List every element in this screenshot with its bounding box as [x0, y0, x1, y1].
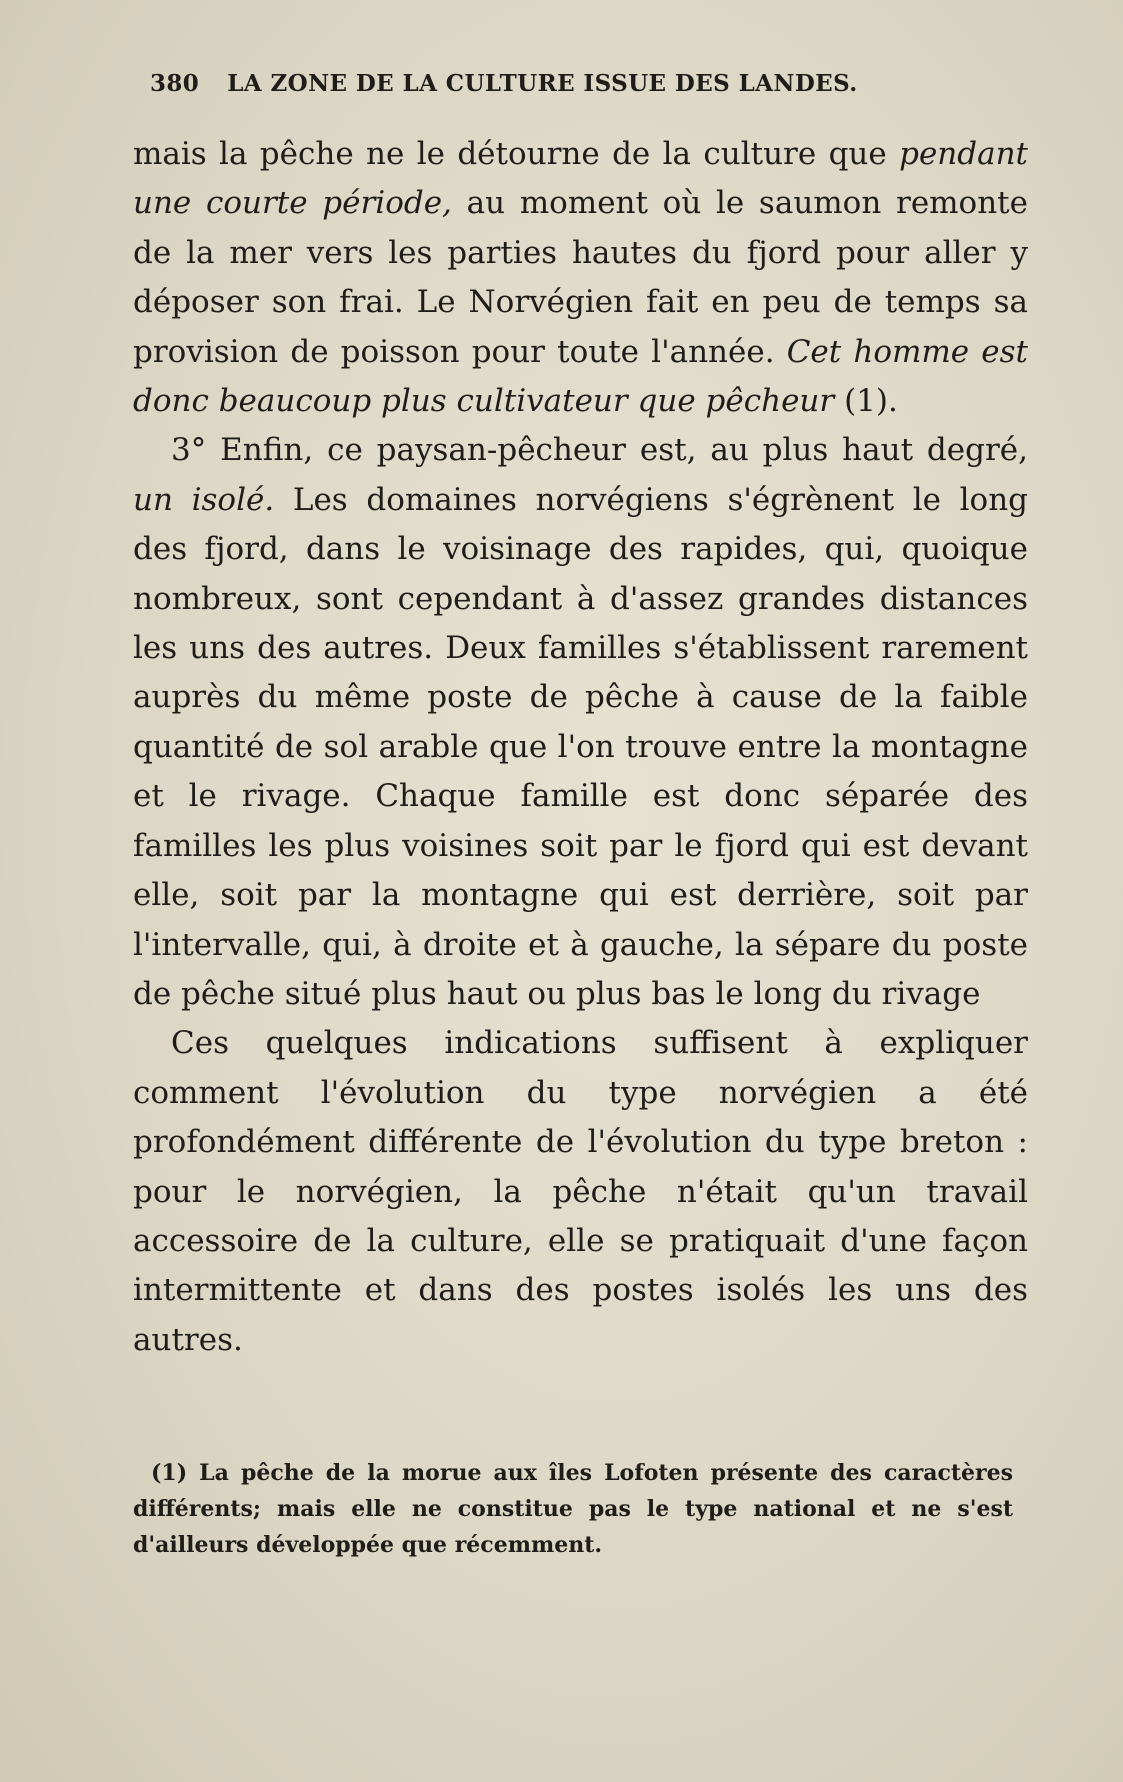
paragraph-1-text-a: mais la pêche ne le détourne de la culture que — [133, 136, 900, 172]
footnote-text: (1) La pêche de la morue aux îles Lofoten présente des caractères différents; mais elle ne constitue pas le type national et ne s'est d'ailleurs développée que récemment. — [133, 1460, 1013, 1558]
paragraph-2 — [133, 426, 1028, 1019]
paragraph-3: Ces quelques indications suffisent à expliquer comment l'évolution du type norvégien a été profondément différente de l'évolution du type breton : pour le norvégien, la pêche n'était qu'un travail accessoire de la culture, elle se pratiquait d'une façon intermittente et dans des postes isolés les uns des autres. — [133, 1025, 1028, 1358]
page-number: 380 — [150, 70, 200, 97]
running-title: LA ZONE DE LA CULTURE ISSUE DES LANDES. — [227, 70, 858, 97]
paragraph-1-footnote-ref: (1). — [834, 383, 898, 420]
footnote — [133, 1455, 1013, 1563]
running-header — [150, 70, 960, 97]
paragraph-2-text-b: Les domaines norvégiens s'égrènent le long des fjord, dans le voisinage des rapides, qui, quoique nombreux, sont cependant à d'assez grandes distances les uns des autres. Deux familles s'établissent rarement auprès du même poste de pêche à cause de la faible quantité de sol arable que l'on trouve entre la montagne et le rivage. Chaque famille est donc séparée des familles les plus voisines soit par le fjord qui est devant elle, soit par la montagne qui est derrière, soit par l'intervalle, qui, à droite et à gauche, la sépare du poste de pêche situé plus haut ou plus bas le long du rivage — [133, 481, 1029, 1012]
paragraph-1-text-b: au moment où le saumon remonte de la mer vers les parties hautes du fjord pour aller y déposer son frai. Le Norvégien fait en peu de temps sa provision de poisson pour toute l'année. — [133, 185, 1028, 370]
paragraph-1 — [133, 130, 1028, 426]
paragraph-1-italic-a: pendant une courte période, — [133, 136, 1028, 222]
body-text — [133, 130, 1028, 1365]
paragraph-1-italic-b: Cet homme est donc beaucoup plus cultivateur que pêcheur — [133, 333, 1028, 420]
paragraph-2-text-a: 3° Enfin, ce paysan-pêcheur est, au plus haut degré, — [171, 432, 1028, 469]
paragraph-2-italic: un isolé. — [133, 481, 275, 518]
